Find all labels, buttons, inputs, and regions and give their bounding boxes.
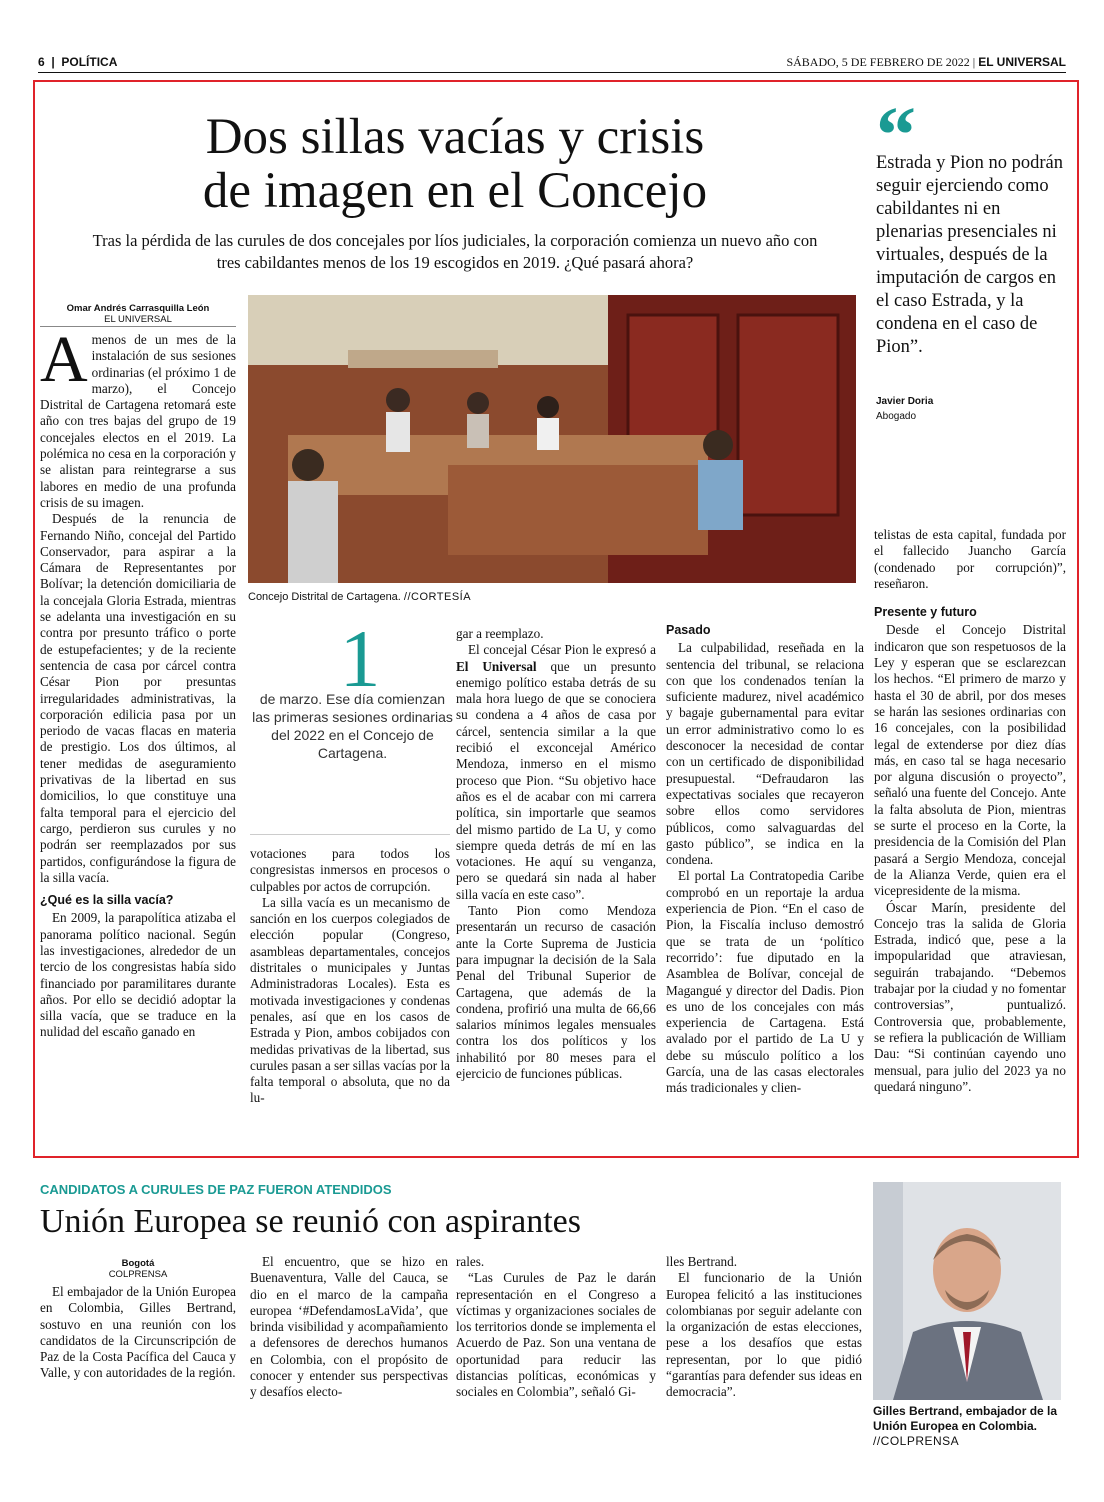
- article-column-3: [456, 626, 656, 1154]
- page-header: [38, 52, 1066, 73]
- paper-name-bold: El Universal: [456, 658, 537, 674]
- subheading: Pasado: [666, 623, 711, 637]
- article2-column-1: [40, 1284, 236, 1490]
- paragraph: La silla vacía es un mecanismo de sanción en los cuerpos colegiados de elección popular (Congreso, asambleas departamentales, concejos distritales o municipales y Juntas Administradoras Locales). Esta es motivada investigaciones y condenas penales, así que en los casos de Estrada y Pion, ambos cobijados con medidas privativas de la libertad, sus curules pasan a ser sillas vacías por la falta temporal o absoluta, que no da lu-: [250, 894, 450, 1106]
- photo-credit: //COLPRENSA: [873, 1434, 960, 1448]
- council-photo: [248, 295, 856, 583]
- paragraph: El encuentro, que se hizo en Buenaventura, Valle del Cauca, se dio en el marco de la campaña europea ‘#DefendamosLaVida’, que brinda visibilidad y acompañamiento a defensores de derechos humanos en Colombia, con el propósito de conocer y entender sus perspectivas y desafíos electo-: [250, 1254, 448, 1400]
- paragraph: Después de la renuncia de Fernando Niño, concejal del Partido Conservador, para aspirar a la Cámara de Representantes por Bolívar; la detención domiciliaria de la concejala Gloria Estrada, mientras se adelanta una investigación en su contra por presunto tráfico o porte de estupefacientes; y de la reciente sentencia de casa por cárcel contra César Pion por presuntas irregularidades administrativas, la corporación edilicia pasa por un periodo de vacas flacas en materia de prestigio. Los dos últimos, al tener medidas de aseguramiento privativas de la libertad en sus domicilios, lo que constituye una falta temporal para el ejercicio del cargo, perdieron sus curules y no podrán ser reemplazados por sus partidos, configurándose la figura de la silla vacía.: [40, 511, 236, 885]
- paragraph: [456, 642, 656, 903]
- date-label: SÁBADO, 5 DE FEBRERO DE 2022 | EL UNIVERSAL: [786, 55, 1066, 69]
- subheading: Presente y futuro: [874, 605, 977, 620]
- paragraph-text: que un presunto enemigo político estaba detrás de su mala hora luego de que se conociera su condena a 4 años de casa por cárcel, sentencia similar a la que recibió el exconcejal Américo Mendoza, inmerso en el mismo proceso que Pion. “Su objetivo hace años es el de acabar con mi carrera política, sin importarle que seamos del mismo partido de La U, y como siempre queda detrás de mí en las votaciones. He aquí su venganza, pero se quedará sin nada al haber silla vacía en este caso”.: [456, 658, 656, 902]
- portrait-image: [873, 1182, 1061, 1400]
- stat-divider: [250, 834, 450, 835]
- photo-caption-text: Concejo Distrital de Cartagena.: [248, 591, 401, 603]
- paragraph: Desde el Concejo Distrital indicaron que son respetuosos de la Ley y esperan que se esclarezcan los hechos. “El primero de marzo y hasta el 30 de abril, por dos meses se harán las sesiones ordinarias con 16 concejales, con la posibilidad legal de extenderse por diez días más, en caso tal se haga necesario por alguna discusión o proyecto”, señaló una fuente del Concejo. Ante la falta absoluta de Pion, mientras se surte el proceso en la Corte, la presidencia de la Comisión del Plan pasará a Sergio Mendoza, concejal de la Alianza Verde, quien era el vicepresidente de la misma.: [874, 622, 1066, 899]
- paper-name: EL UNIVERSAL: [978, 55, 1066, 69]
- byline-author: Omar Andrés Carrasquilla León: [66, 303, 210, 314]
- byline: [40, 1258, 236, 1280]
- byline-org: COLPRENSA: [108, 1269, 168, 1280]
- paragraph: El portal La Contratopedia Caribe comprobó en un reportaje la ardua experiencia de Pion. “En el caso de Pion, la Fiscalía incluso demostró que se trata de un ‘político recorrido’: fue diputado en la Asamblea de Bolívar, concejal de Magangué y director del Dadis. Pion es uno de los concejales con más experiencia de Cartagena. Está avalado por el partido de La U y debe su músculo político a los García, una de las casas electorales más tradicionales y clien-: [666, 868, 864, 1096]
- article-kicker: CANDIDATOS A CURULES DE PAZ FUERON ATENDIDOS: [40, 1182, 392, 1197]
- paragraph: En 2009, la parapolítica atizaba el panorama político nacional. Según las investigaciones, alrededor de un tercio de los congresistas había sido financiado por paramilitares durante años. Por ello se decidió adoptar la silla vacía, que se traduce en la nulidad del escaño ganado en: [40, 910, 236, 1040]
- subheading: ¿Qué es la silla vacía?: [40, 893, 174, 908]
- quote-role: Abogado: [876, 411, 917, 422]
- article2-column-2: [250, 1254, 448, 1490]
- paragraph: lles Bertrand.: [666, 1254, 738, 1269]
- byline-city: Bogotá: [121, 1258, 155, 1269]
- quote-author: Javier Doria: [876, 396, 934, 407]
- ambassador-photo: [873, 1182, 1061, 1400]
- article-column-2: [250, 846, 450, 1154]
- quote-mark-icon: “: [876, 92, 916, 180]
- paragraph: gar a reemplazo.: [456, 626, 544, 641]
- paragraph: votaciones para todos los congresistas inmersos en procesos o culpables por actos de corrupción.: [250, 846, 450, 894]
- byline-divider: [40, 326, 236, 327]
- page-number: 6: [38, 55, 45, 69]
- drop-cap: A: [40, 332, 88, 396]
- council-session-image: [248, 295, 856, 583]
- stat-text: de marzo. Ese día comienzan las primeras sesiones ordinarias del 2022 en el Concejo de Cartagena.: [252, 691, 453, 761]
- article2-column-3: [456, 1254, 656, 1490]
- paragraph: telistas de esta capital, fundada por el fallecido Juancho García (condenado por corrupción)”, reseñaron.: [874, 527, 1066, 591]
- paragraph: Óscar Marín, presidente del Concejo tras la salida de Gloria Estrada, indicó que, pese a la impopularidad que atraviesan, seguirán trabajando. “Debemos trabajar por la ciudad y no fomentar controversias”, puntualizó. Controversia que, probablemente, se refiera la publicación de William Dau: “Si continúan cayendo uno mensual, para julio del 2023 ya no quedará ninguno”.: [874, 899, 1066, 1094]
- photo-credit: //CORTESÍA: [403, 591, 472, 603]
- photo-caption-text: Gilles Bertrand, embajador de la Unión Europea en Colombia.: [873, 1404, 1058, 1433]
- paragraph: “Las Curules de Paz le darán representación en el Congreso a víctimas y organizaciones sociales de los territorios donde se implementa el Acuerdo de Paz. Son una ventana de oportunidad para reducir las distancias políticas, económicas y sociales en Colombia”, señaló Gi-: [456, 1270, 656, 1400]
- issue-date: SÁBADO, 5 DE FEBRERO DE 2022: [786, 55, 970, 69]
- paragraph: La culpabilidad, reseñada en la sentencia del tribunal, se relaciona con que los condenados tenían la suficiente madurez, nivel académico y bagaje gubernamental para evitar un error administrativo como lo es desconocer la necesidad de contar con un certificado de disponibilidad presupuestal. “Defraudaron las expectativas sociales que recayeron sobre ellos como servidores públicos, como salvaguardas del gasto público”, se indica en la condena.: [666, 640, 864, 868]
- byline-org: EL UNIVERSAL: [104, 314, 172, 325]
- section-label: 6 | POLÍTICA: [38, 55, 118, 69]
- article-column-5: [874, 527, 1066, 1154]
- pull-quote: Estrada y Pion no podrán seguir ejerciendo como cabildantes ni en plenarias presenciales ni virtuales, después de la imputación de cargos en el caso Estrada, y la condena en el caso de Pion”.: [876, 153, 1064, 357]
- paragraph: El embajador de la Unión Europea en Colombia, Gilles Bertrand, sostuvo en una reunión con los candidatos de la Circunscripción de Paz de la Costa Pacífica del Cauca y Valle, y con autoridades de la región.: [40, 1284, 236, 1381]
- paragraph: Tanto Pion como Mendoza presentarán un recurso de casación ante la Corte Suprema de Justicia para impugnar la decisión de la Sala Penal del Tribunal Superior de Cartagena, que además de la condena, profirió una multa de 66,66 salarios mínimos legales mensuales contra los dos políticos y los inhabilitó por 80 meses para el ejercicio de funciones públicas.: [456, 903, 656, 1082]
- paragraph: menos de un mes de la instalación de sus sesiones ordinarias (el próximo 1 de marzo), el Concejo Distrital de Cartagena retomará este año con tres bajas del grupo de 19 concejales electos en el 2019. La polémica no cesa en la corporación y se alistan para reintegrarse a sus labores en medio de una profunda crisis de su imagen.: [40, 332, 236, 510]
- byline: [40, 303, 236, 325]
- headline-line-1: Dos sillas vacías y crisis: [205, 109, 705, 165]
- photo-caption: [873, 1404, 1063, 1449]
- article-headline: Unión Europea se reunió con aspirantes: [40, 1203, 581, 1240]
- section-name: POLÍTICA: [61, 55, 118, 69]
- paragraph: El funcionario de la Unión Europea felicitó a las instituciones colombianas por seguir adelante con la organización de estas elecciones, pese a los desafíos que estas representan, por lo que pidió “garantías para defender sus ideas en democracia”.: [666, 1270, 862, 1400]
- article-column-1: [40, 332, 236, 1154]
- page-title: [60, 110, 850, 218]
- article-deck: Tras la pérdida de las curules de dos concejales por líos judiciales, la corporación comienza un nuevo año con tres cabildantes menos de los 19 escogidos en 2019. ¿Qué pasará ahora?: [92, 231, 818, 272]
- article-column-4: [666, 622, 864, 1154]
- stat-number: 1: [339, 613, 381, 704]
- article2-column-4: [666, 1254, 862, 1490]
- photo-caption: [248, 591, 471, 603]
- paragraph-text: El concejal César Pion le expresó a: [468, 642, 656, 658]
- paragraph: rales.: [456, 1254, 485, 1269]
- headline-line-2: de imagen en el Concejo: [202, 163, 708, 219]
